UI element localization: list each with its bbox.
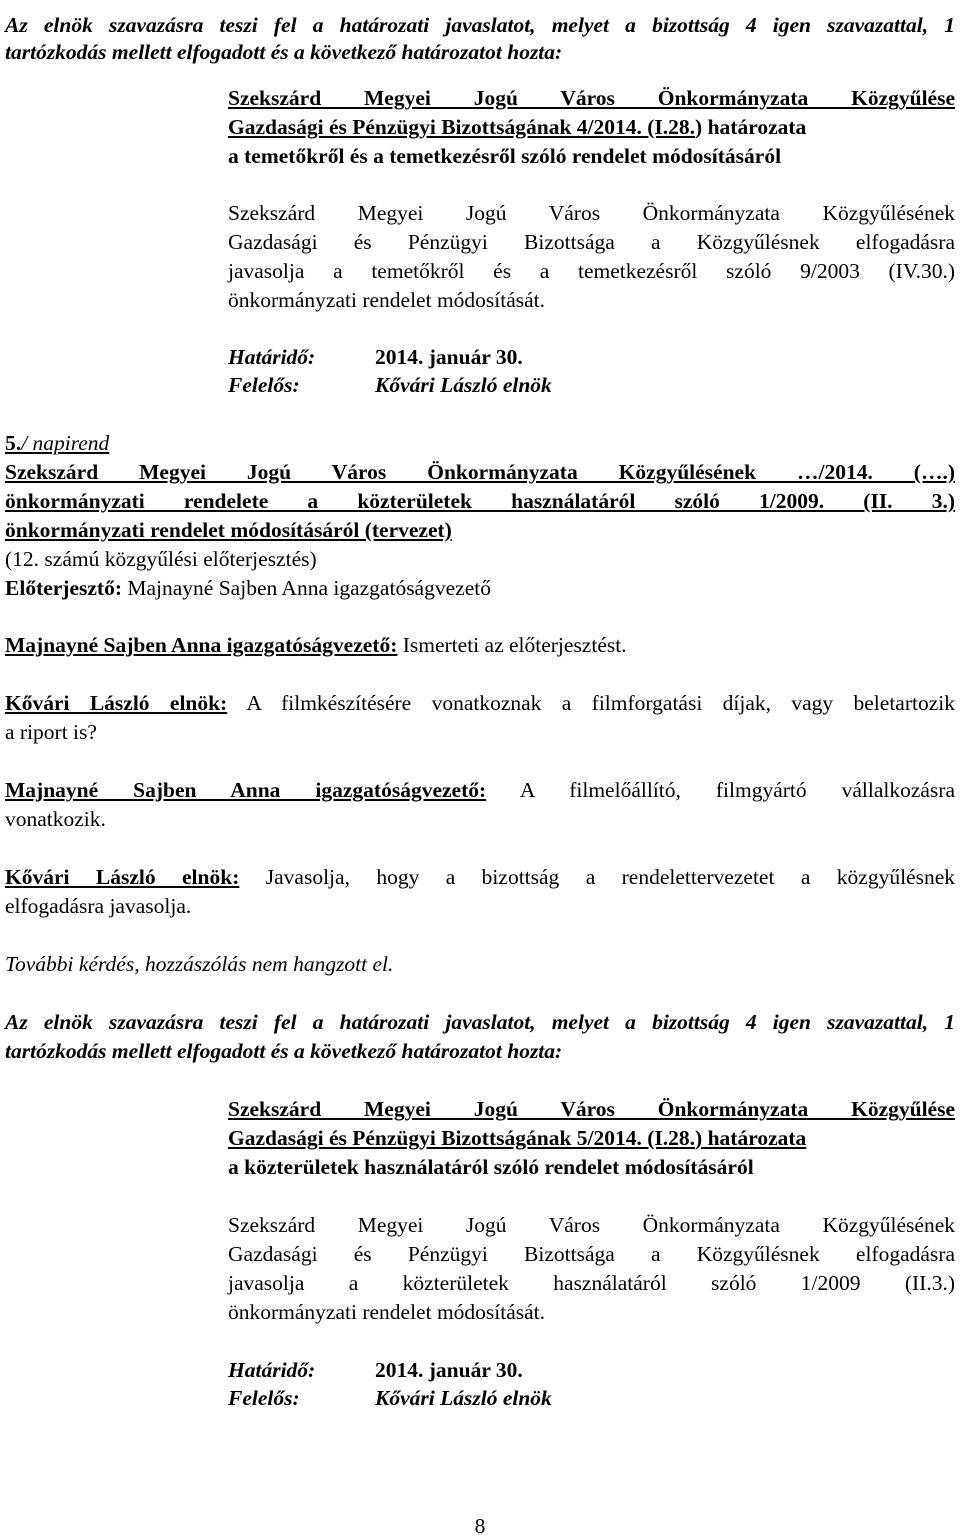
agenda-label: / napirend (21, 431, 110, 455)
deadline-value: 2014. január 30. (375, 1358, 523, 1382)
resolution-2-responsible (228, 1385, 955, 1414)
agenda-heading (5, 430, 955, 459)
statement-continuation: vonatkozik. (5, 807, 106, 831)
speaker: Kővári László elnök: (5, 865, 240, 889)
resolution-1-number: Gazdasági és Pénzügyi Bizottságának 4/2014. (I.28. (228, 115, 696, 139)
resolution-2-title-line-1: Szekszárd Megyei Jogú Város Önkormányzata Közgyűlése (228, 1097, 955, 1121)
resolution-1-responsible (228, 372, 955, 401)
agenda-title-line-3: önkormányzati rendelet módosításáról (tervezet) (5, 518, 452, 542)
statement: A filmkészítésére vonatkoznak a filmforgatási díjak, vagy beletartozik (227, 691, 955, 715)
responsible-value: Kővári László elnök (375, 373, 552, 397)
resolution-1-body-line-3: javasolja a temetőkről és a temetkezésről szóló 9/2003 (IV.30.) (228, 259, 955, 283)
dialogue-entry (5, 777, 955, 806)
deadline-label: Határidő: (228, 345, 316, 369)
agenda-title-line-2: önkormányzati rendelete a közterületek használatáról szóló 1/2009. (II. 3.) (5, 489, 955, 513)
resolution-2-body-line-4: önkormányzati rendelet módosítását. (228, 1300, 546, 1324)
statement: Ismerteti az előterjesztést. (397, 633, 627, 657)
intro-line-2: tartózkodás mellett elfogadott és a következő határozatot hozta: (5, 1039, 563, 1063)
statement-continuation: a riport is? (5, 720, 97, 744)
speaker: Kővári László elnök: (5, 691, 228, 715)
resolution-1-title-line-2 (228, 114, 955, 143)
dialogue-entry (5, 690, 955, 719)
presenter-value: Majnayné Sajben Anna igazgatóságvezető (122, 576, 491, 600)
page-number: 8 (474, 1514, 486, 1538)
resolution-1-body-line-1: Szekszárd Megyei Jogú Város Önkormányzata Közgyűlésének (228, 201, 955, 225)
no-more-questions: További kérdés, hozzászólás nem hangzott el. (5, 952, 394, 976)
resolution-2-title-line-2 (228, 1125, 955, 1154)
responsible-label: Felelős: (228, 373, 300, 397)
dialogue-entry (5, 632, 955, 661)
resolution-1-deadline (228, 344, 955, 373)
speaker: Majnayné Sajben Anna igazgatóságvezető: (5, 633, 398, 657)
intro-line-2: tartózkodás mellett elfogadott és a következő határozatot hozta: (5, 40, 563, 64)
resolution-2-subject: a közterületek használatáról szóló rendelet módosításáról (228, 1155, 754, 1179)
statement-continuation: elfogadásra javasolja. (5, 894, 192, 918)
dialogue-entry (5, 864, 955, 893)
proposal-reference: (12. számú közgyűlési előterjesztés) (5, 547, 317, 571)
statement: Javasolja, hogy a bizottság a rendelettervezetet a közgyűlésnek (239, 865, 955, 889)
resolution-1-suffix: ) határozata (695, 115, 807, 139)
resolution-1-body-line-4: önkormányzati rendelet módosítását. (228, 288, 546, 312)
deadline-label: Határidő: (228, 1358, 316, 1382)
resolution-1-subject: a temetőkről és a temetkezésről szóló rendelet módosításáról (228, 144, 782, 168)
resolution-2-body-line-1: Szekszárd Megyei Jogú Város Önkormányzata Közgyűlésének (228, 1213, 955, 1237)
resolution-2-body-line-3: javasolja a közterületek használatáról szóló 1/2009 (II.3.) (228, 1271, 955, 1295)
statement: A filmelőállító, filmgyártó vállalkozásra (486, 778, 955, 802)
intro-line-1: Az elnök szavazásra teszi fel a határozati javaslatot, melyet a bizottság 4 igen szavazattal, 1 (5, 1010, 955, 1034)
resolution-1-title-line-1: Szekszárd Megyei Jogú Város Önkormányzata Közgyűlése (228, 86, 955, 110)
intro-line-1: Az elnök szavazásra teszi fel a határozati javaslatot, melyet a bizottság 4 igen szavazattal, 1 (5, 13, 955, 37)
resolution-2-number: Gazdasági és Pénzügyi Bizottságának 5/2014. (I.28. (228, 1126, 696, 1150)
resolution-2-body-line-2: Gazdasági és Pénzügyi Bizottsága a Közgyűlésnek elfogadásra (228, 1242, 955, 1266)
speaker: Majnayné Sajben Anna igazgatóságvezető: (5, 778, 487, 802)
resolution-2-deadline (228, 1357, 955, 1386)
responsible-value: Kővári László elnök (375, 1386, 552, 1410)
deadline-value: 2014. január 30. (375, 345, 523, 369)
resolution-2-suffix: ) határozata (695, 1126, 807, 1150)
agenda-number: 5. (5, 431, 22, 455)
presenter (5, 575, 955, 604)
presenter-label: Előterjesztő: (5, 576, 122, 600)
responsible-label: Felelős: (228, 1386, 300, 1410)
resolution-1-body-line-2: Gazdasági és Pénzügyi Bizottsága a Közgyűlésnek elfogadásra (228, 230, 955, 254)
agenda-title-line-1: Szekszárd Megyei Jogú Város Önkormányzata Közgyűlésének …/2014. (….) (5, 460, 955, 484)
